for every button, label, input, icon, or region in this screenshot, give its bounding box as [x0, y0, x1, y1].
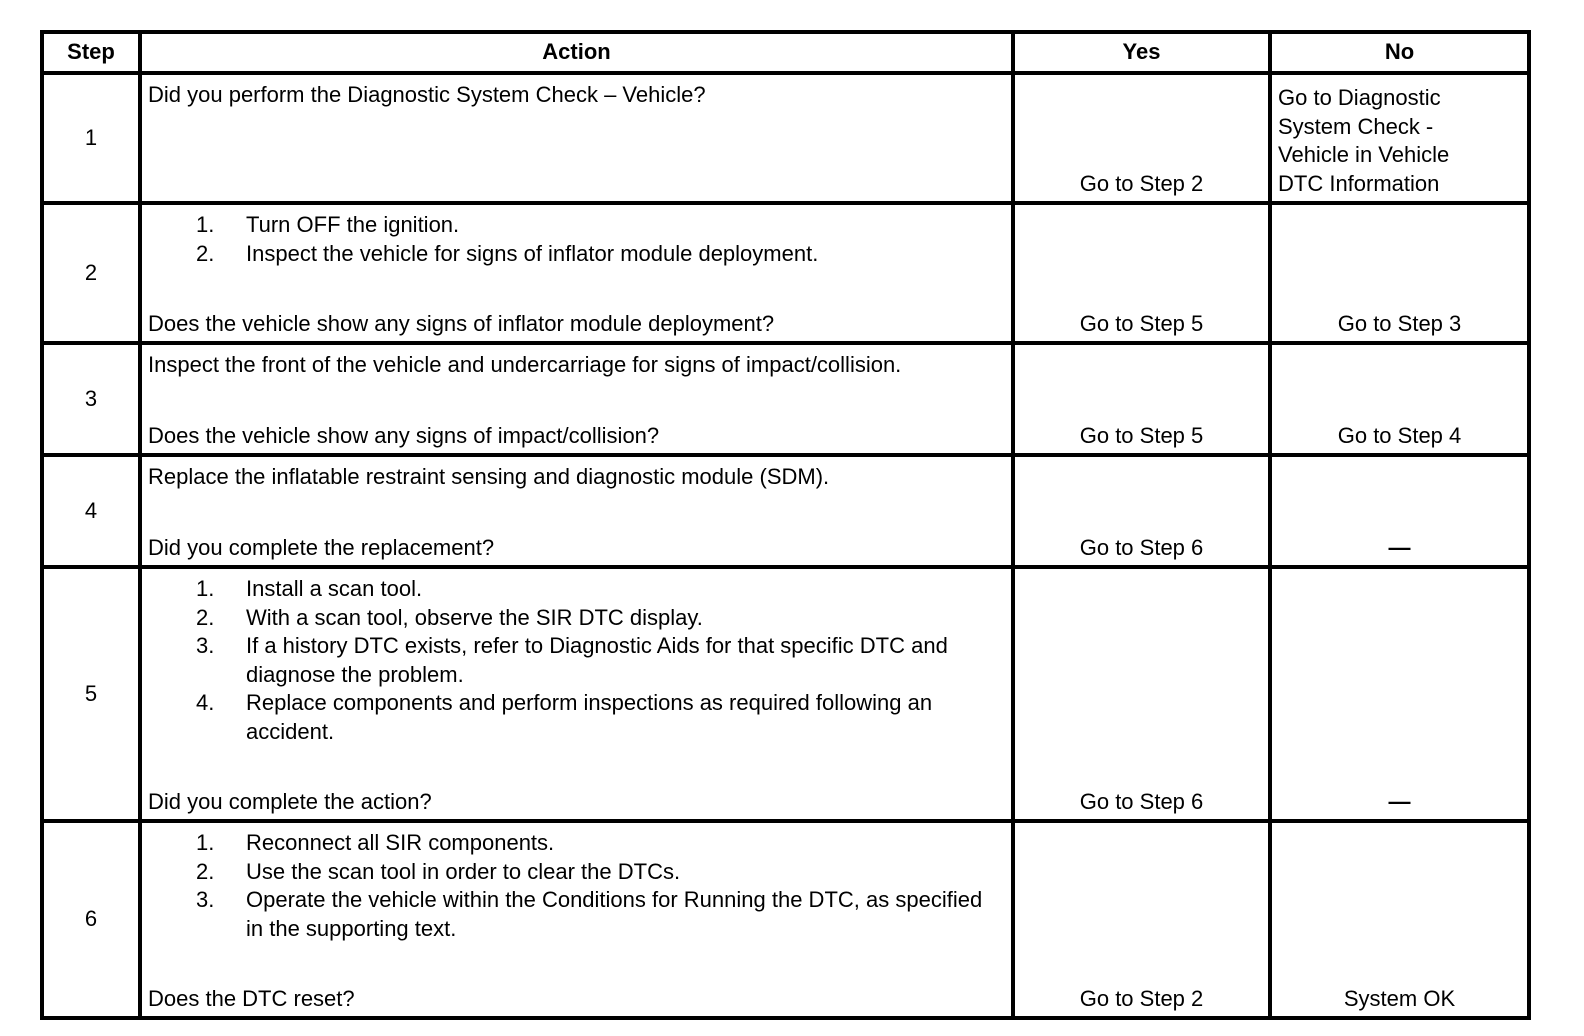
list-item-text: Use the scan tool in order to clear the DTCs. [246, 858, 681, 884]
list-item [148, 886, 1005, 943]
action-content [148, 829, 1005, 1013]
action-content [148, 351, 1005, 450]
list-item-number: 3. [196, 887, 215, 912]
list-item [148, 604, 1005, 633]
yes-result: Go to Step 2 [1013, 73, 1270, 203]
list-item [148, 858, 1005, 887]
action-intro: Replace the inflatable restraint sensing and diagnostic module (SDM). [148, 464, 830, 489]
action-cell [140, 455, 1013, 567]
list-item-text: Install a scan tool. [246, 576, 423, 601]
step-number: 6 [42, 821, 140, 1018]
table-row [42, 343, 1529, 455]
action-intro: Did you perform the Diagnostic System Check – Vehicle? [148, 82, 706, 107]
list-item-number: 2. [196, 240, 215, 266]
action-question: Does the vehicle show any signs of inflator module deployment? [148, 310, 775, 336]
yes-result: Go to Step 5 [1013, 203, 1270, 343]
header-action: Action [140, 32, 1013, 73]
action-instructions [148, 463, 1005, 492]
instruction-list [148, 829, 1005, 943]
action-content [148, 211, 1005, 338]
list-item-number: 2. [196, 604, 215, 630]
table-row [42, 73, 1529, 203]
list-item-number: 1. [196, 212, 215, 237]
list-item [148, 632, 1005, 689]
action-intro: Inspect the front of the vehicle and undercarriage for signs of impact/collision. [148, 352, 902, 377]
action-instructions [148, 351, 1005, 380]
action-question: Did you complete the action? [148, 788, 432, 814]
action-content [148, 81, 1005, 198]
action-content [148, 463, 1005, 562]
list-item-number: 1. [196, 830, 215, 855]
action-instructions [148, 829, 1005, 943]
list-item-number: 2. [196, 858, 215, 884]
yes-result: Go to Step 5 [1013, 343, 1270, 455]
yes-result: Go to Step 6 [1013, 455, 1270, 567]
list-item-text: Turn OFF the ignition. [246, 212, 460, 237]
table-row [42, 455, 1529, 567]
header-yes: Yes [1013, 32, 1270, 73]
action-instructions [148, 81, 1005, 110]
step-number: 3 [42, 343, 140, 455]
list-item-number: 1. [196, 576, 215, 601]
action-content [148, 575, 1005, 816]
step-number: 4 [42, 455, 140, 567]
list-item [148, 829, 1005, 858]
step-number: 2 [42, 203, 140, 343]
no-result: Go to Step 3 [1270, 203, 1529, 343]
list-item-text: Replace components and perform inspections as required following an accident. [246, 690, 933, 744]
action-instructions [148, 575, 1005, 746]
header-no: No [1270, 32, 1529, 73]
list-item [148, 240, 1005, 269]
yes-result: Go to Step 6 [1013, 567, 1270, 821]
no-result: — [1270, 567, 1529, 821]
action-cell [140, 203, 1013, 343]
table-row [42, 567, 1529, 821]
action-question: Does the DTC reset? [148, 985, 355, 1011]
instruction-list [148, 575, 1005, 746]
action-question: Did you complete the replacement? [148, 534, 495, 560]
yes-result: Go to Step 2 [1013, 821, 1270, 1018]
list-item-text: With a scan tool, observe the SIR DTC display. [246, 604, 703, 630]
header-row [42, 32, 1529, 73]
list-item [148, 211, 1005, 240]
table-row [42, 203, 1529, 343]
list-item-text: If a history DTC exists, refer to Diagnostic Aids for that specific DTC and diagnose the problem. [246, 633, 948, 687]
action-cell [140, 73, 1013, 203]
no-result: System OK [1270, 821, 1529, 1018]
diagnostic-table [40, 30, 1531, 1020]
no-result: — [1270, 455, 1529, 567]
instruction-list [148, 211, 1005, 268]
action-question: Does the vehicle show any signs of impact/collision? [148, 422, 660, 448]
action-instructions [148, 211, 1005, 268]
step-number: 1 [42, 73, 140, 203]
list-item-number: 4. [196, 690, 215, 715]
table-body [42, 73, 1529, 1018]
no-result: Go to Diagnostic System Check - Vehicle in Vehicle DTC Information [1270, 73, 1529, 203]
list-item-text: Operate the vehicle within the Conditions for Running the DTC, as specified in the supporting text. [246, 887, 983, 941]
step-number: 5 [42, 567, 140, 821]
header-step: Step [42, 32, 140, 73]
table-row [42, 821, 1529, 1018]
list-item [148, 689, 1005, 746]
list-item-text: Inspect the vehicle for signs of inflator module deployment. [246, 240, 819, 266]
list-item [148, 575, 1005, 604]
action-cell [140, 821, 1013, 1018]
list-item-text: Reconnect all SIR components. [246, 830, 555, 855]
action-cell [140, 343, 1013, 455]
no-result: Go to Step 4 [1270, 343, 1529, 455]
list-item-number: 3. [196, 633, 215, 658]
action-cell [140, 567, 1013, 821]
